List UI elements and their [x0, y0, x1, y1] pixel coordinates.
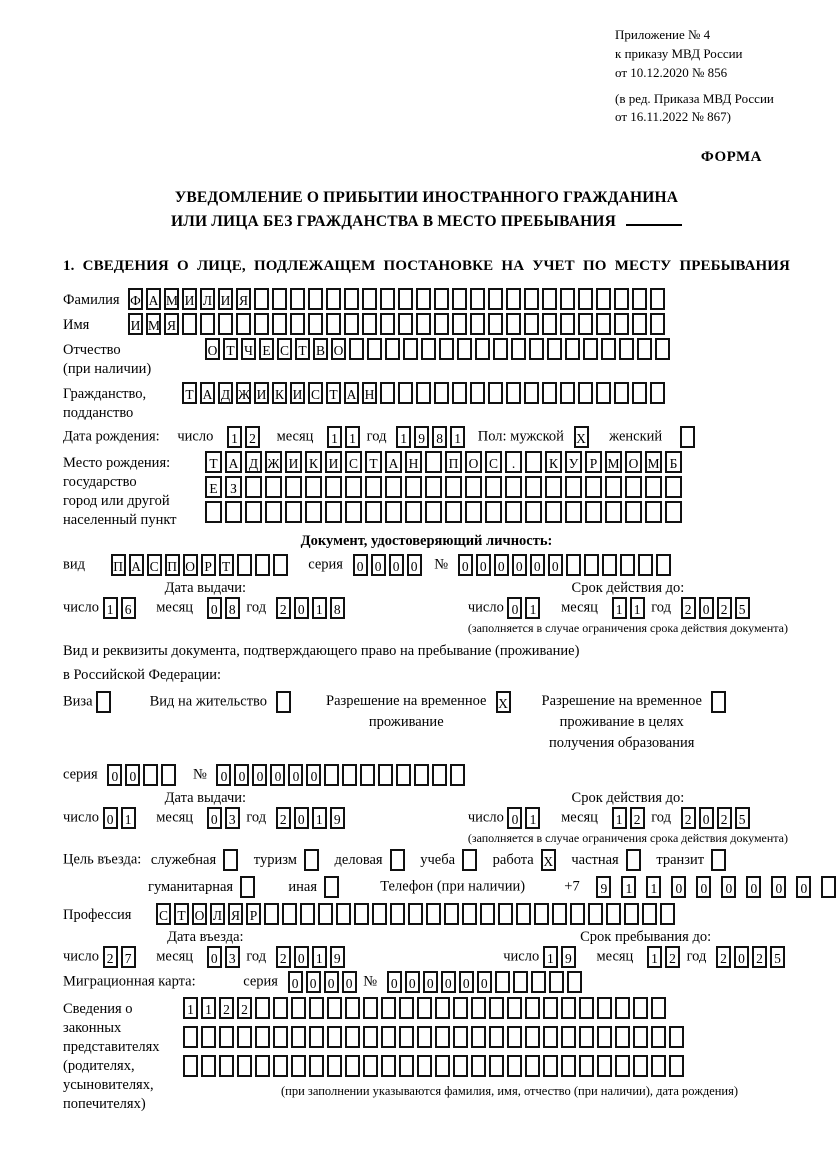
entry-year-cells[interactable]: 2 0 1 9: [276, 946, 348, 968]
entry-day-label: число: [63, 948, 99, 965]
identity-issue-month-cells[interactable]: 0 8: [207, 597, 243, 619]
identity-issue-group: [63, 579, 348, 636]
doc-number-label: №: [434, 556, 449, 573]
phone-prefix: +7: [564, 878, 580, 895]
purpose-other: иная: [288, 879, 342, 895]
issue-month-label: месяц: [156, 809, 194, 826]
identity-expiry-day-cells[interactable]: 0 1: [507, 597, 543, 619]
issue-day-label: число: [63, 599, 99, 616]
permit-issue-day-cells[interactable]: 0 1: [103, 807, 139, 829]
birthplace-row3-cells[interactable]: [205, 501, 685, 523]
citizenship-cells[interactable]: Т А Д Ж И К И С Т А Н: [182, 382, 668, 404]
entry-dates: [63, 928, 790, 968]
sex-female-checkbox[interactable]: [680, 426, 698, 448]
identity-issue-title: Дата выдачи:: [164, 580, 247, 597]
purpose-delovaya: деловая: [335, 852, 408, 868]
permit-series-cells[interactable]: 0 0: [107, 764, 179, 786]
permit-expiry-note: (заполняется в случае ограничения срока действия документа): [467, 831, 788, 846]
expiry-day-label: число: [467, 809, 504, 826]
surname-cells[interactable]: Ф А М И Л И Я: [128, 288, 668, 310]
residence-doc-intro2: в Российской Федерации:: [63, 667, 222, 684]
patronymic-row: [63, 338, 790, 379]
residence-permit-checkbox[interactable]: [276, 691, 294, 713]
migration-series-label: серия: [243, 973, 278, 990]
migration-card-label: Миграционная карта:: [63, 973, 196, 990]
form-label: ФОРМА: [700, 149, 762, 166]
birth-day-label: число: [177, 428, 214, 445]
residence-permit-label: Вид на жительство: [149, 693, 268, 710]
edu-residence-checkbox[interactable]: [711, 691, 729, 713]
visa-checkbox[interactable]: [96, 691, 114, 713]
surname-row: [63, 288, 790, 310]
stay-year-cells[interactable]: 2 0 2 5: [716, 946, 788, 968]
identity-expiry-row: [468, 597, 788, 619]
stay-until-row: [503, 946, 788, 968]
birth-month-label: месяц: [276, 428, 314, 445]
patronymic-label: Отчество (при наличии): [63, 342, 152, 378]
identity-doc-title: Документ, удостоверяющий личность:: [300, 533, 553, 550]
birthplace-label: Место рождения: государство город или другой населенный пункт: [63, 455, 177, 529]
appendix-block: [615, 26, 790, 127]
phone-label: Телефон (при наличии): [380, 878, 526, 895]
representatives-note: (при заполнении указываются фамилия, имя, отчество (при наличии), дата рождения): [281, 1084, 739, 1099]
permit-expiry-month-cells[interactable]: 1 2: [612, 807, 648, 829]
issue-year-label: год: [246, 599, 267, 616]
issue-day-label: число: [63, 809, 99, 826]
purpose-transit-checkbox[interactable]: [704, 849, 729, 871]
identity-expiry-year-cells[interactable]: 2 0 2 5: [681, 597, 753, 619]
page-title: [63, 186, 790, 234]
purpose-transit: транзит: [656, 852, 729, 868]
permit-issue-title: Дата выдачи:: [164, 790, 247, 807]
surname-label: Фамилия: [63, 292, 120, 309]
expiry-day-label: число: [467, 599, 504, 616]
residence-permit-option: [150, 691, 294, 713]
identity-issue-row: [63, 597, 348, 619]
identity-expiry-note: (заполняется в случае ограничения срока действия документа): [467, 621, 788, 636]
migration-series-cells[interactable]: 0 0 0 0: [288, 971, 360, 993]
form-body: [63, 288, 808, 1114]
appendix-line: (в ред. Приказа МВД России: [615, 90, 774, 106]
identity-doc-dates: [63, 579, 790, 636]
identity-expiry-title: Срок действия до:: [571, 580, 685, 597]
stay-until-title: Срок пребывания до:: [580, 929, 712, 946]
purpose-work: работа X: [493, 852, 559, 868]
stay-month-cells[interactable]: 1 2: [647, 946, 683, 968]
purpose-label: Цель въезда:: [63, 851, 142, 868]
expiry-month-label: месяц: [561, 599, 598, 616]
entry-year-label: год: [246, 948, 267, 965]
expiry-year-label: год: [651, 599, 671, 616]
identity-issue-day-cells[interactable]: 1 6: [103, 597, 139, 619]
patronymic-cells[interactable]: О Т Ч Е С Т В О: [205, 338, 673, 360]
appendix-line: Приложение № 4: [615, 27, 711, 42]
representatives-row1-cells[interactable]: 1 1 2 2: [183, 997, 738, 1019]
migration-card-row: [63, 971, 790, 993]
doc-type-label: вид: [63, 556, 85, 573]
edu-residence-option: [542, 691, 729, 754]
entry-date-title: Дата въезда:: [167, 929, 244, 946]
permit-issue-month-cells[interactable]: 0 3: [207, 807, 243, 829]
permit-expiry-title: Срок действия до:: [571, 790, 685, 807]
purpose-study-checkbox[interactable]: [455, 849, 480, 871]
residence-doc-intro1: Вид и реквизиты документа, подтверждающего право на пребывание (проживание): [63, 643, 580, 660]
doc-number-cells[interactable]: 0 0 0 0 0 0: [458, 554, 674, 576]
permit-issue-group: [63, 789, 348, 846]
migration-number-label: №: [363, 973, 378, 990]
issue-year-label: год: [246, 809, 267, 826]
appendix-line: к приказу МВД России: [615, 45, 743, 61]
profession-label: Профессия: [63, 907, 132, 924]
purpose-delovaya-checkbox[interactable]: [383, 849, 408, 871]
citizenship-label: Гражданство, подданство: [63, 386, 147, 422]
permit-dates: [63, 789, 790, 846]
stay-year-label: год: [686, 948, 707, 965]
doc-series-label: серия: [308, 556, 343, 573]
birthplace-row: [63, 451, 790, 530]
representatives-row2-cells[interactable]: [183, 1026, 738, 1048]
doc-series-cells[interactable]: 0 0 0 0: [353, 554, 425, 576]
permit-issue-year-cells[interactable]: 2 0 1 9: [276, 807, 348, 829]
purpose-private: частная: [571, 852, 643, 868]
identity-expiry-group: [468, 579, 788, 636]
title-blank-underline: [626, 212, 682, 226]
appendix-line: от 16.11.2022 № 867): [615, 109, 732, 125]
birth-year-label: год: [366, 428, 387, 445]
birthplace-row1-cells[interactable]: Т А Д Ж И К И С Т А Н П О С . К У Р М О М Б: [205, 451, 685, 473]
purpose-tourism-checkbox[interactable]: [297, 849, 322, 871]
entry-month-cells[interactable]: 0 3: [207, 946, 243, 968]
entry-date-group: [63, 928, 348, 968]
purpose-private-checkbox[interactable]: [619, 849, 644, 871]
stay-until-group: [503, 928, 788, 968]
page-title-line2: ИЛИ ЛИЦА БЕЗ ГРАЖДАНСТВА В МЕСТО ПРЕБЫВАНИЯ: [63, 210, 790, 234]
identity-expiry-month-cells[interactable]: 1 1: [612, 597, 648, 619]
permit-number-cells[interactable]: 0 0 0 0 0 0: [216, 764, 468, 786]
birthdate-label: Дата рождения:: [63, 428, 160, 445]
visa-option: [63, 691, 114, 713]
sex-male-checkbox[interactable]: X: [574, 426, 592, 448]
firstname-row: [63, 313, 790, 335]
temp-residence-checkbox[interactable]: X: [496, 691, 514, 713]
purpose-other-checkbox[interactable]: [317, 876, 342, 898]
identity-doc-row: [63, 554, 790, 576]
appendix-line: от 10.12.2020 № 856: [615, 64, 728, 80]
sex-female-label: женский: [609, 428, 663, 445]
visa-label: Виза: [63, 693, 93, 710]
purpose-row1: [63, 849, 790, 871]
doc-type-cells[interactable]: П А С П О Р Т: [111, 554, 291, 576]
purpose-humanitarian-checkbox[interactable]: [233, 876, 258, 898]
purpose-business-checkbox[interactable]: [216, 849, 241, 871]
expiry-month-label: месяц: [561, 809, 598, 826]
birthplace-row2-cells[interactable]: Е З: [205, 476, 685, 498]
purpose-humanitarian: гуманитарная: [148, 879, 258, 895]
permit-number-label: №: [192, 766, 207, 783]
purpose-work-checkbox[interactable]: X: [534, 849, 559, 871]
entry-day-cells[interactable]: 2 7: [103, 946, 139, 968]
permit-expiry-row: [468, 807, 788, 829]
permit-expiry-year-cells[interactable]: 2 0 2 5: [681, 807, 753, 829]
birth-day-cells[interactable]: 1 2: [227, 426, 263, 448]
citizenship-row: [63, 382, 790, 423]
representatives-label: Сведения о законных представителях (родителях, усыновителях, попечителях): [63, 1001, 160, 1113]
purpose-tourism: туризм: [254, 852, 322, 868]
profession-cells[interactable]: С Т О Л Я Р: [156, 903, 678, 925]
expiry-year-label: год: [651, 809, 671, 826]
sex-male-label: Пол: мужской: [477, 428, 564, 445]
firstname-cells[interactable]: И М Я: [128, 313, 668, 335]
phone-cells[interactable]: 9 1 1 0 0 0 0 0 0: [589, 876, 839, 898]
migration-number-cells[interactable]: 0 0 0 0 0 0: [387, 971, 585, 993]
purpose-study: учеба: [420, 852, 480, 868]
purpose-business: служебная: [151, 852, 241, 868]
firstname-label: Имя: [63, 317, 90, 334]
birthplace-cells: [205, 451, 685, 526]
issue-month-label: месяц: [156, 599, 194, 616]
profession-row: [63, 903, 790, 925]
stay-day-label: число: [503, 948, 540, 965]
permit-series-row: [63, 764, 790, 786]
page-title-line1: УВЕДОМЛЕНИЕ О ПРИБЫТИИ ИНОСТРАННОГО ГРАЖДАНИНА: [174, 189, 679, 207]
residence-doc-options: [63, 691, 790, 754]
purpose-row2: [148, 876, 808, 898]
identity-issue-year-cells[interactable]: 2 0 1 8: [276, 597, 348, 619]
permit-expiry-group: [468, 789, 788, 846]
birth-month-cells[interactable]: 1 1: [327, 426, 363, 448]
temp-residence-option: [326, 691, 513, 733]
representatives-cells: [183, 997, 738, 1099]
entry-month-label: месяц: [156, 948, 194, 965]
edu-residence-label: Разрешение на временное проживание в целях получения образования: [541, 693, 702, 752]
permit-series-label: серия: [63, 766, 98, 783]
permit-issue-row: [63, 807, 348, 829]
birth-year-cells[interactable]: 1 9 8 1: [396, 426, 468, 448]
permit-expiry-day-cells[interactable]: 0 1: [507, 807, 543, 829]
representatives-row3-cells[interactable]: [183, 1055, 738, 1077]
entry-date-row: [63, 946, 348, 968]
section1-title: 1. СВЕДЕНИЯ О ЛИЦЕ, ПОДЛЕЖАЩЕМ ПОСТАНОВКЕ НА УЧЕТ ПО МЕСТУ ПРЕБЫВАНИЯ: [63, 258, 790, 275]
temp-residence-label: Разрешение на временное проживание: [326, 693, 487, 731]
stay-month-label: месяц: [596, 948, 634, 965]
birthdate-row: [63, 426, 790, 448]
representatives-row: [63, 997, 790, 1114]
stay-day-cells[interactable]: 1 9: [543, 946, 579, 968]
